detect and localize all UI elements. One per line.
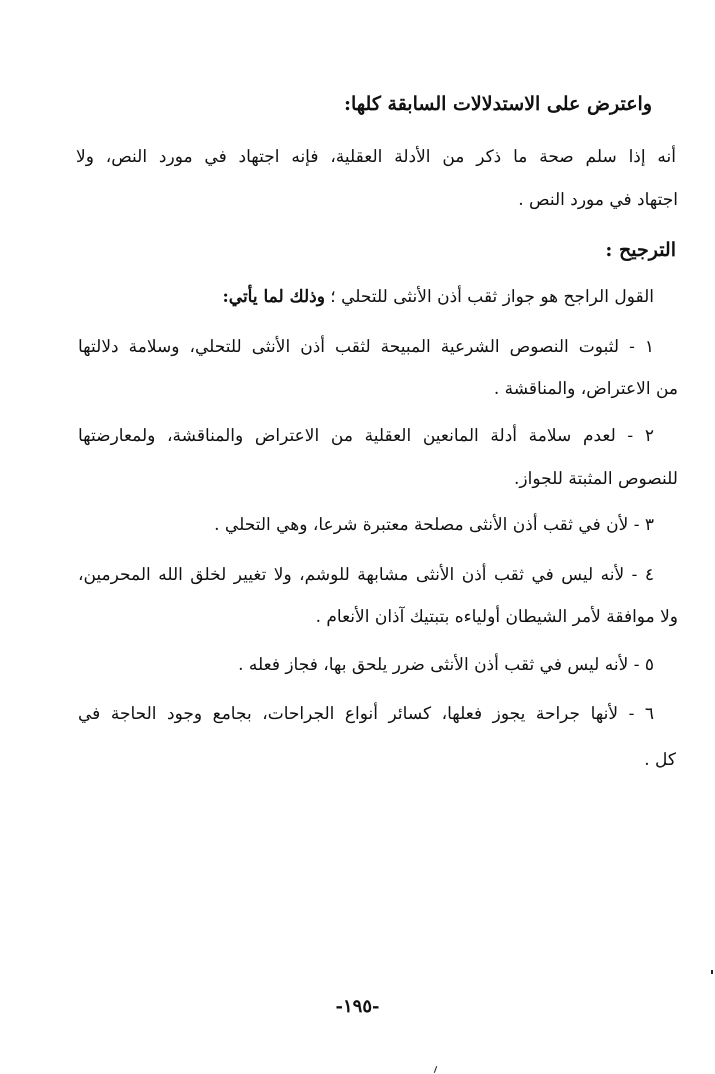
- objection-heading: واعترض على الاستدلالات السابقة كلها:: [344, 93, 652, 115]
- objection-text-line-1: أنه إذا سلم صحة ما ذكر من الأدلة العقلية، فإنه اجتهاد في مورد النص، ولا: [76, 147, 676, 167]
- tarjih-intro-emphasis: وذلك لما يأتي:: [222, 287, 325, 307]
- tarjih-heading: الترجيح :: [605, 239, 676, 261]
- scan-speck: [711, 970, 713, 974]
- tarjih-intro: [180, 285, 654, 309]
- point-2-line-2: للنصوص المثبتة للجواز.: [514, 469, 678, 489]
- scan-speck: [434, 1066, 437, 1073]
- page-number: -١٩٥-: [335, 996, 380, 1017]
- point-1-line-1: ١ - لثبوت النصوص الشرعية المبيحة لثقب أذن الأنثى للتحلي، وسلامة دلالتها: [78, 337, 654, 357]
- point-2-line-1: ٢ - لعدم سلامة أدلة المانعين العقلية من الاعتراض والمناقشة، ولمعارضتها: [78, 426, 654, 446]
- point-4-line-2: ولا موافقة لأمر الشيطان أولياءه بتبتيك آذان الأنعام .: [315, 607, 678, 627]
- objection-text-line-2: اجتهاد في مورد النص .: [518, 190, 678, 210]
- point-6-line-2: كل .: [644, 750, 676, 770]
- point-5-line-1: ٥ - لأنه ليس في ثقب أذن الأنثى ضرر يلحق بها، فجاز فعله .: [238, 655, 654, 675]
- point-4-line-1: ٤ - لأنه ليس في ثقب أذن الأنثى مشابهة للوشم، ولا تغيير لخلق الله المحرمين،: [78, 565, 654, 585]
- point-3-line-1: ٣ - لأن في ثقب أذن الأنثى مصلحة معتبرة شرعا، وهي التحلي .: [214, 515, 654, 535]
- point-6-line-1: ٦ - لأنها جراحة يجوز فعلها، كسائر أنواع الجراحات، بجامع وجود الحاجة في: [78, 704, 654, 724]
- point-1-line-2: من الاعتراض، والمناقشة .: [493, 379, 678, 399]
- tarjih-intro-text: القول الراجح هو جواز ثقب أذن الأنثى للتحلي ؛: [324, 287, 654, 307]
